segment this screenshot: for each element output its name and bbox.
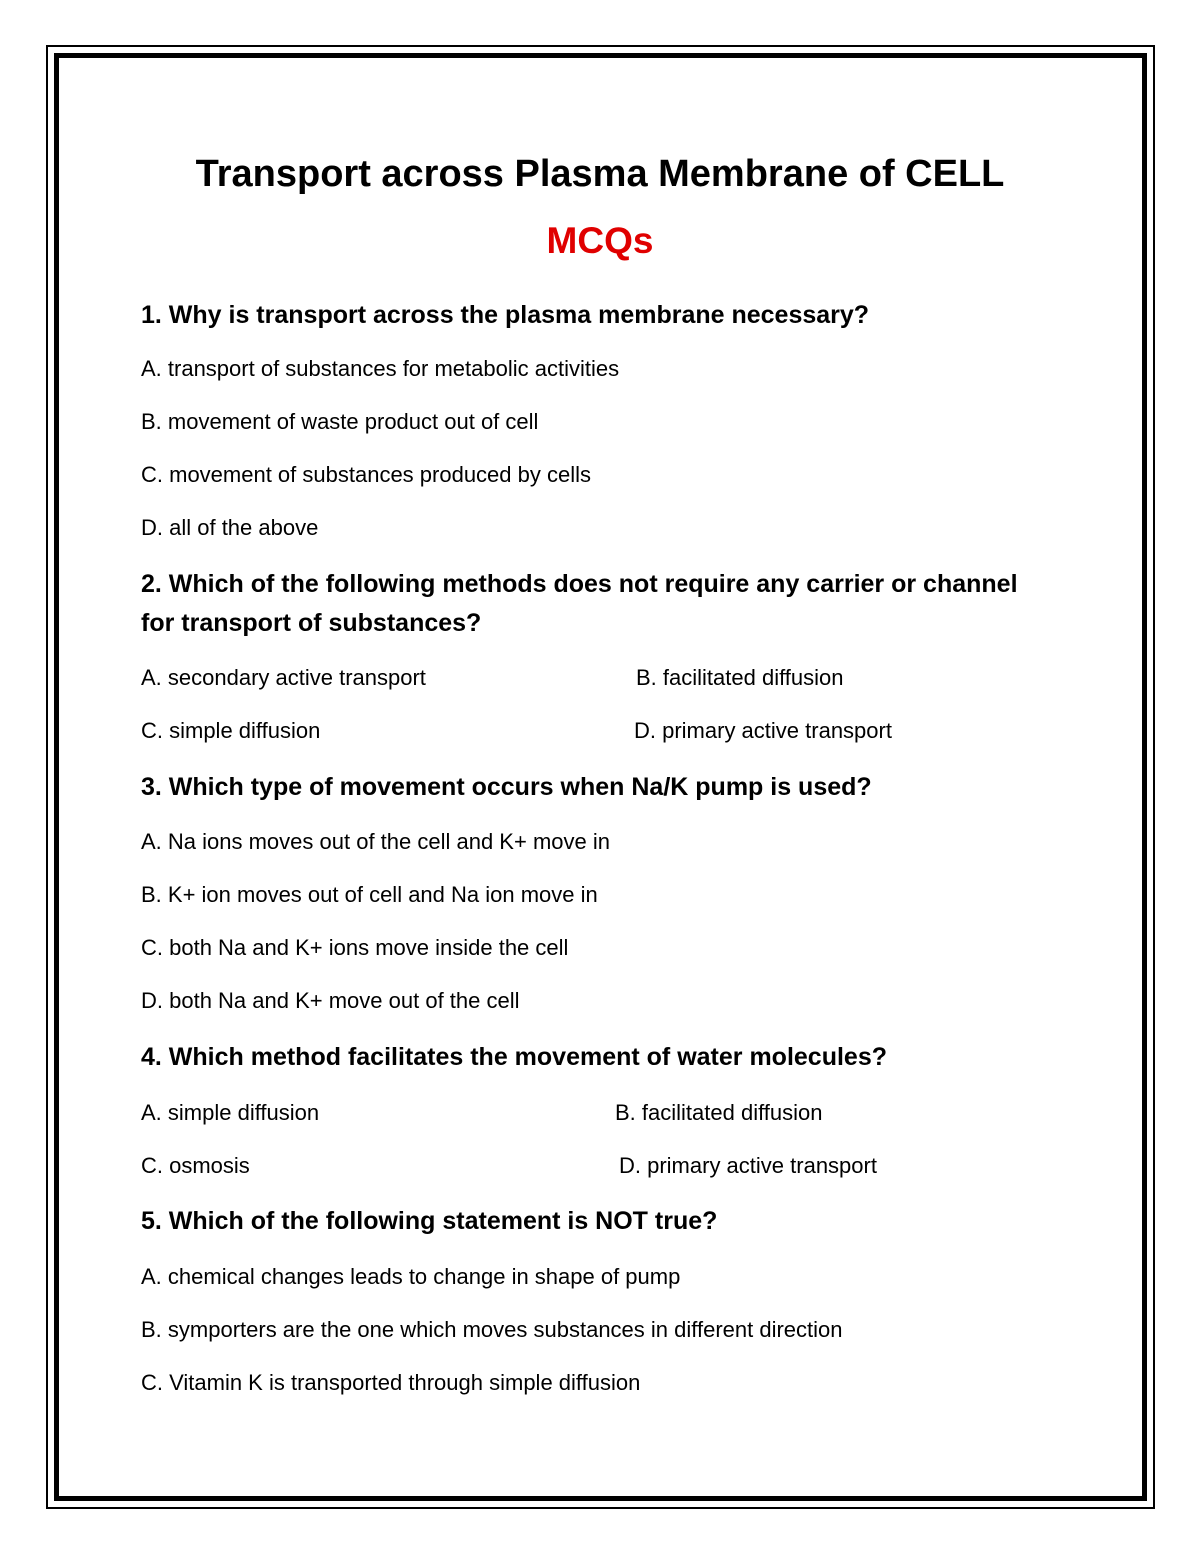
- question-2-option-c: C. simple diffusion: [141, 718, 321, 743]
- question-5-option-a: A. chemical changes leads to change in shape of pump: [141, 1264, 681, 1289]
- question-1: 1. Why is transport across the plasma membrane necessary?: [141, 301, 870, 329]
- question-4-option-b: B. facilitated diffusion: [615, 1100, 823, 1125]
- question-3: 3. Which type of movement occurs when Na/K pump is used?: [141, 773, 872, 801]
- question-2-option-d: D. primary active transport: [634, 718, 892, 743]
- question-4-option-a: A. simple diffusion: [141, 1100, 320, 1125]
- question-3-option-a: A. Na ions moves out of the cell and K+ move in: [141, 829, 610, 854]
- question-3-option-c: C. both Na and K+ ions move inside the cell: [141, 935, 569, 960]
- question-1-option-b: B. movement of waste product out of cell: [141, 409, 539, 434]
- question-5: 5. Which of the following statement is NOT true?: [141, 1207, 718, 1235]
- question-5-option-b: B. symporters are the one which moves substances in different direction: [141, 1317, 843, 1342]
- question-4: 4. Which method facilitates the movement of water molecules?: [141, 1043, 887, 1071]
- page-title: Transport across Plasma Membrane of CELL: [195, 153, 1005, 195]
- question-2: 2. Which of the following methods does not require any carrier or channel for transport of substances?: [141, 570, 1018, 637]
- question-1-option-a: A. transport of substances for metabolic activities: [141, 356, 620, 381]
- question-3-option-d: D. both Na and K+ move out of the cell: [141, 988, 520, 1013]
- question-2-option-a: A. secondary active transport: [141, 665, 426, 690]
- question-5-option-c: C. Vitamin K is transported through simple diffusion: [141, 1370, 641, 1395]
- question-1-option-d: D. all of the above: [141, 515, 319, 540]
- question-4-option-d: D. primary active transport: [619, 1153, 877, 1178]
- page-subtitle: MCQs: [546, 220, 654, 261]
- question-2-option-b: B. facilitated diffusion: [636, 665, 844, 690]
- question-4-option-c: C. osmosis: [141, 1153, 250, 1178]
- question-3-option-b: B. K+ ion moves out of cell and Na ion move in: [141, 882, 598, 907]
- question-1-option-c: C. movement of substances produced by cells: [141, 462, 592, 487]
